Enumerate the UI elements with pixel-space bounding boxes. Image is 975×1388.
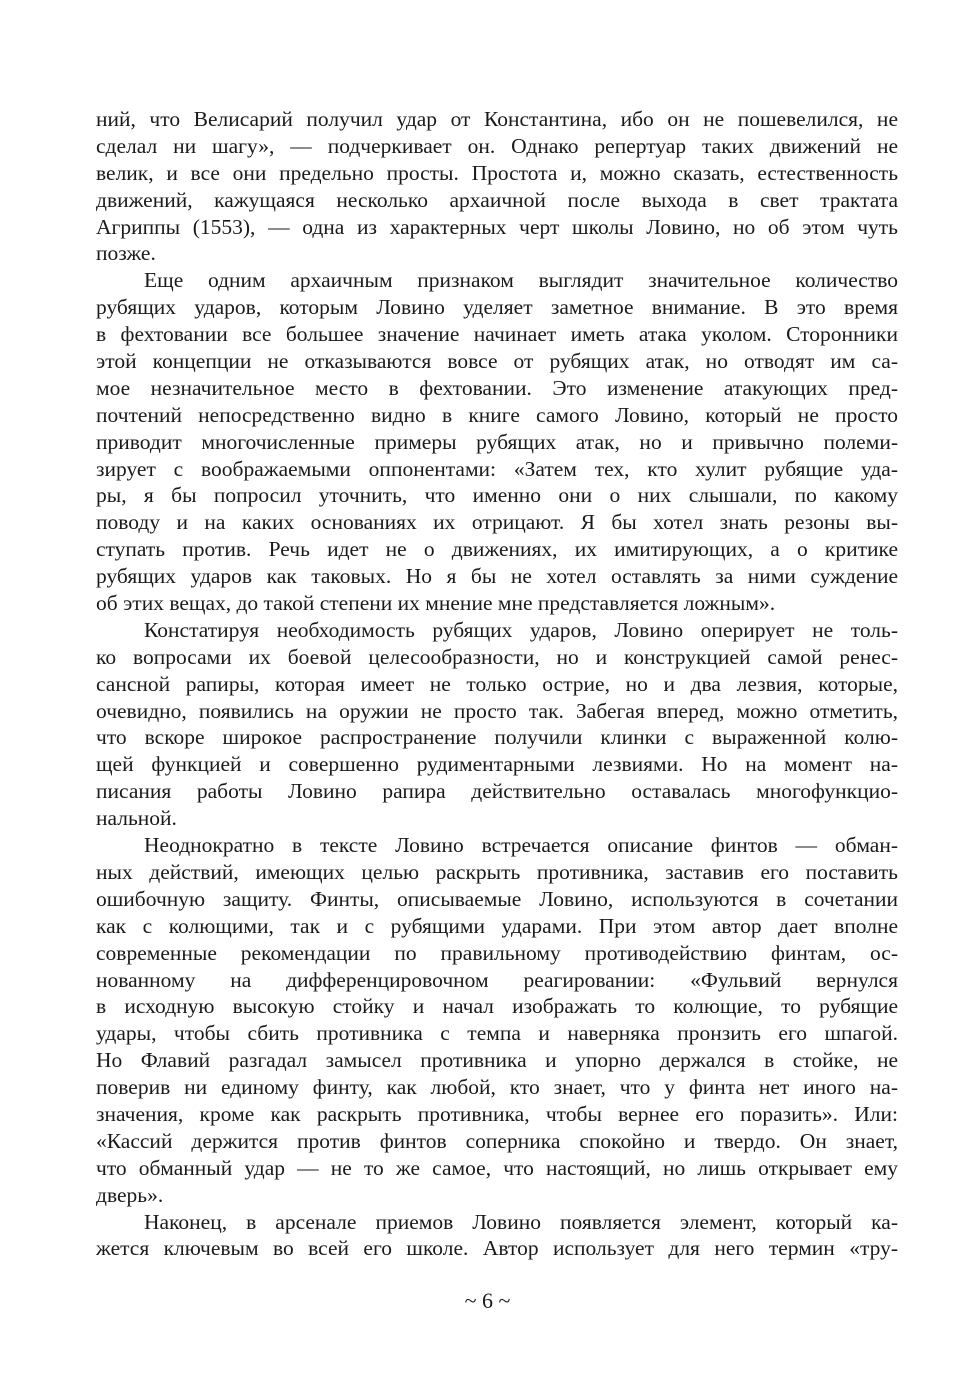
text-line: велик, и все они предельно просты. Простота и, можно сказать, естественность <box>96 160 898 185</box>
body-text <box>96 106 898 1262</box>
text-line: что вскоре широкое распространение получили клинки с выраженной колю- <box>96 725 898 750</box>
text-line: «Кассий держится против финтов соперника спокойно и твердо. Он знает, <box>96 1128 898 1153</box>
text-line: дверь». <box>96 1182 164 1207</box>
text-line: Еще одним архаичным признаком выглядит значительное количество <box>144 268 898 293</box>
text-line: очевидно, появились на оружии не просто так. Забегая вперед, можно отметить, <box>96 698 898 723</box>
text-line: Агриппы (1553), — одна из характерных черт школы Ловино, но об этом чуть <box>96 214 898 239</box>
text-line: Неоднократно в тексте Ловино встречается описание финтов — обман- <box>144 833 898 858</box>
text-line: ных действий, имеющих целью раскрыть противника, заставив его поставить <box>96 859 898 884</box>
text-line: Констатируя необходимость рубящих ударов, Ловино оперирует не толь- <box>144 617 898 642</box>
paragraph <box>96 617 898 832</box>
text-line: удары, чтобы сбить противника с темпа и наверняка пронзить его шпагой. <box>96 1021 898 1046</box>
text-line: сделал ни шагу», — подчеркивает он. Однако репертуар таких движений не <box>96 133 898 158</box>
text-line: нальной. <box>96 806 177 831</box>
text-line: нованному на дифференцировочном реагировании: «Фульвий вернулся <box>96 967 898 992</box>
text-line: поверив ни единому финту, как любой, кто знает, что у финта нет иного на- <box>96 1075 898 1100</box>
text-line: значения, кроме как раскрыть противника, чтобы вернее его поразить». Или: <box>96 1101 898 1126</box>
text-line: почтений непосредственно видно в книге самого Ловино, который не просто <box>96 402 898 427</box>
text-line: об этих вещах, до такой степени их мнение мне представляется ложным». <box>96 591 776 616</box>
text-line: приводит многочисленные примеры рубящих атак, но и привычно полеми- <box>96 429 898 454</box>
text-line: в исходную высокую стойку и начал изображать то колющие, то рубящие <box>96 994 898 1019</box>
paragraph <box>96 832 898 1208</box>
text-line: этой концепции не отказываются вовсе от рубящих атак, но отводят им са- <box>96 349 898 374</box>
text-line: что обманный удар — не то же самое, что настоящий, но лишь открывает ему <box>96 1155 898 1180</box>
text-line: рубящих ударов как таковых. Но я бы не хотел оставлять за ними суждение <box>96 564 898 589</box>
text-line: в фехтовании все большее значение начинает иметь атака уколом. Сторонники <box>96 322 898 347</box>
text-line: рубящих ударов, которым Ловино уделяет заметное внимание. В это время <box>96 295 898 320</box>
paragraph <box>96 1209 898 1263</box>
paragraph <box>96 267 898 617</box>
text-line: Но Флавий разгадал замысел противника и упорно держался в стойке, не <box>96 1048 898 1073</box>
text-line: щей функцией и совершенно рудиментарными лезвиями. Но на момент на- <box>96 752 898 777</box>
text-line: ний, что Велисарий получил удар от Константина, ибо он не пошевелился, не <box>96 107 898 131</box>
text-line: современные рекомендации по правильному противодействию финтам, ос- <box>96 940 898 965</box>
text-line: ры, я бы попросил уточнить, что именно они о них слышали, по какому <box>96 483 898 508</box>
text-line: ступать против. Речь идет не о движениях, их имитирующих, а о критике <box>96 537 898 562</box>
text-line: сансной рапиры, которая имеет не только острие, но и два лезвия, которые, <box>96 671 898 696</box>
text-line: как с колющими, так и с рубящими ударами. При этом автор дает вполне <box>96 913 898 938</box>
paragraph <box>96 106 898 267</box>
text-line: писания работы Ловино рапира действительно оставалась многофункцио- <box>96 779 898 804</box>
text-line: ко вопросами их боевой целесообразности, но и конструкцией самой ренес- <box>96 644 898 669</box>
text-line: поводу и на каких основаниях их отрицают. Я бы хотел знать резоны вы- <box>96 510 898 535</box>
text-line: Наконец, в арсенале приемов Ловино появляется элемент, который ка- <box>144 1209 898 1234</box>
text-line: жется ключевым во всей его школе. Автор использует для него термин «тру- <box>96 1236 898 1261</box>
text-line: мое незначительное место в фехтовании. Это изменение атакующих пред- <box>96 375 898 400</box>
text-line: ошибочную защиту. Финты, описываемые Ловино, используются в сочетании <box>96 886 898 911</box>
text-line: зирует с воображаемыми оппонентами: «Затем тех, кто хулит рубящие уда- <box>96 456 898 481</box>
text-line: позже. <box>96 241 156 266</box>
page-number: ~ 6 ~ <box>464 1288 511 1313</box>
text-line: движений, кажущаяся несколько архаичной после выхода в свет трактата <box>96 187 898 212</box>
